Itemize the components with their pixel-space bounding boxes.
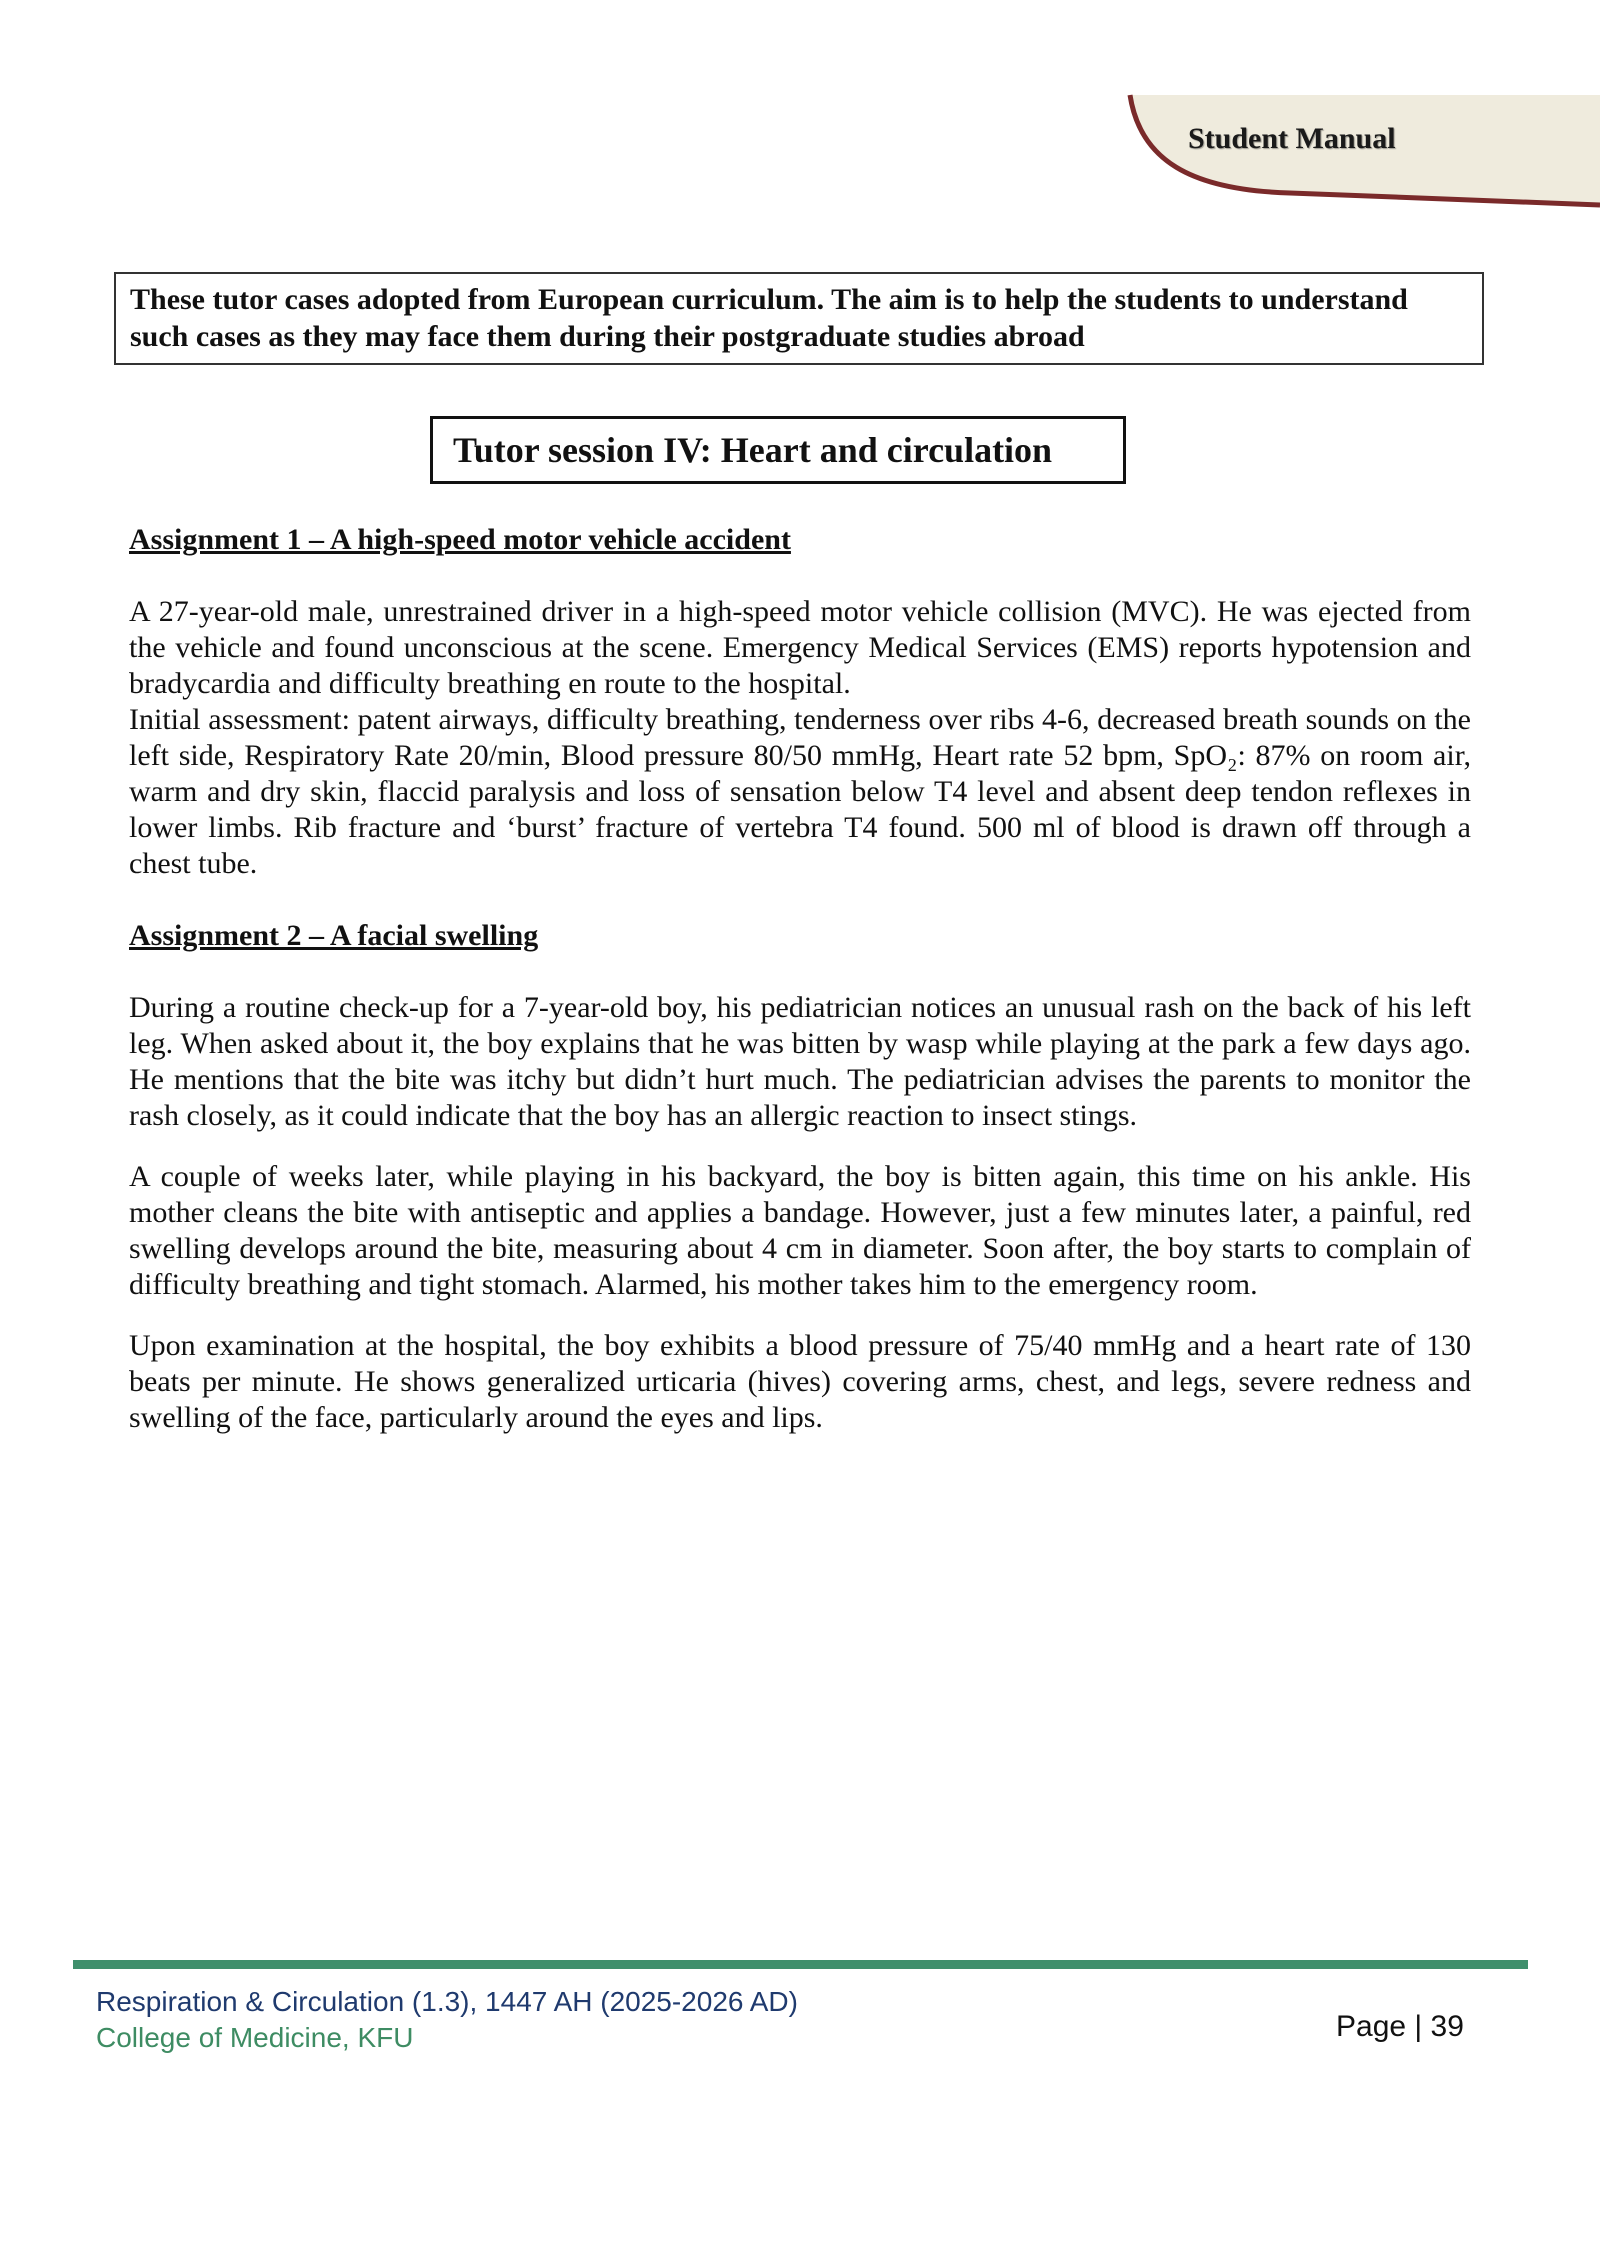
assignment-2-paragraph-3: Upon examination at the hospital, the boy exhibits a blood pressure of 75/40 mmHg and a heart rate of 130 beats per minute. He shows generalized urticaria (hives) covering arms, chest, and legs, severe redness and swelling of the face, particularly around the eyes and lips. xyxy=(129,1329,1471,1434)
footer-divider xyxy=(73,1960,1528,1969)
header-tab xyxy=(1120,0,1600,220)
assignment-1-paragraph-2: Initial assessment: patent airways, difficulty breathing, tenderness over ribs 4-6, decreased breath sounds on the left side, Respiratory Rate 20/min, Blood pressure 80/50 mmHg, Heart rate 52 bpm, SpO₂: 87% on room air, warm and dry skin, flaccid paralysis and loss of sensation below T4 level and absent deep tendon reflexes in lower limbs. Rib fracture and ‘burst’ fracture of vertebra T4 found. 500 ml of blood is drawn off through a chest tube. xyxy=(129,703,1471,880)
header-tab-shape xyxy=(1120,0,1600,220)
assignment-1-heading: Assignment 1 – A high-speed motor vehicle accident xyxy=(129,523,791,556)
assignments xyxy=(129,522,1471,1436)
assignment-1-paragraph-1: A 27-year-old male, unrestrained driver in a high-speed motor vehicle collision (MVC). He was ejected from the vehicle and found unconscious at the scene. Emergency Medical Services (EMS) reports hypotension and bradycardia and difficulty breathing en route to the hospital. xyxy=(129,595,1471,700)
assignment-2-paragraph-2: A couple of weeks later, while playing in his backyard, the boy is bitten again, this time on his ankle. His mother cleans the bite with antiseptic and applies a bandage. However, just a few minutes later, a painful, red swelling develops around the bite, measuring about 4 cm in diameter. Soon after, the boy starts to complain of difficulty breathing and tight stomach. Alarmed, his mother takes him to the emergency room. xyxy=(129,1160,1471,1301)
footer-college-line: College of Medicine, KFU xyxy=(96,2022,414,2053)
notice-text: These tutor cases adopted from European curriculum. The aim is to help the students to understand such cases as they may face them during their postgraduate studies abroad xyxy=(130,283,1408,353)
page-number: Page | 39 xyxy=(1336,2010,1464,2043)
session-title: Tutor session IV: Heart and circulation xyxy=(453,430,1053,470)
assignment-2-paragraph-1: During a routine check-up for a 7-year-old boy, his pediatrician notices an unusual rash on the back of his left leg. When asked about it, the boy explains that he was bitten by wasp while playing at the park a few days ago. He mentions that the bite was itchy but didn’t hurt much. The pediatrician advises the parents to monitor the rash closely, as it could indicate that the boy has an allergic reaction to insect stings. xyxy=(129,991,1471,1132)
notice-box xyxy=(114,272,1484,365)
session-title-box xyxy=(430,416,1126,484)
header-tab-label: Student Manual xyxy=(1188,122,1396,155)
assignment-2-heading: Assignment 2 – A facial swelling xyxy=(129,919,539,952)
footer-course-line: Respiration & Circulation (1.3), 1447 AH (2025-2026 AD) xyxy=(96,1986,798,2017)
